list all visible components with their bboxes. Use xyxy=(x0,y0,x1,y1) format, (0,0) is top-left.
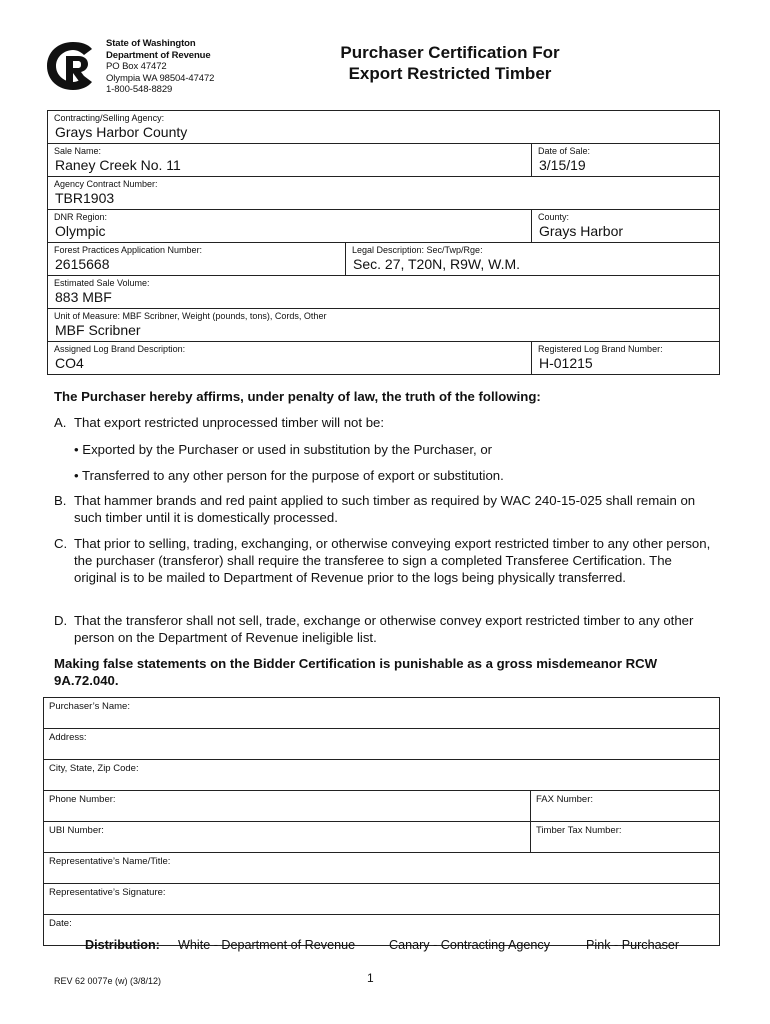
representative-name-label: Representative’s Name/Title: xyxy=(49,856,171,867)
date-of-sale-value: 3/15/19 xyxy=(539,157,586,173)
agency-name: State of Washington xyxy=(106,38,196,49)
timber-tax-number-label: Timber Tax Number: xyxy=(536,825,622,836)
form-title-line1: Purchaser Certification For xyxy=(340,43,560,62)
legal-description-field[interactable] xyxy=(346,243,720,276)
fpa-number-field[interactable] xyxy=(48,243,346,276)
representative-signature-field[interactable] xyxy=(44,884,720,915)
dnr-region-field[interactable] xyxy=(48,210,532,243)
estimated-volume-field[interactable] xyxy=(48,276,720,309)
log-brand-description-value: CO4 xyxy=(55,355,84,371)
agency-address xyxy=(106,38,214,96)
representative-name-field[interactable] xyxy=(44,853,720,884)
clause-b xyxy=(54,492,734,528)
agency-pobox: PO Box 47472 xyxy=(106,61,167,72)
page-number: 1 xyxy=(367,971,374,985)
false-statement-warning: Making false statements on the Bidder Certification is punishable as a gross misdemeanor RCW 9A.72.040. xyxy=(54,656,658,688)
affirmation-heading: The Purchaser hereby affirms, under penalty of law, the truth of the following: xyxy=(54,389,541,404)
agency-department: Department of Revenue xyxy=(106,49,211,61)
date-label: Date: xyxy=(49,918,72,929)
registered-log-brand-label: Registered Log Brand Number: xyxy=(538,344,663,354)
sale-name-label: Sale Name: xyxy=(54,146,102,156)
date-of-sale-field[interactable] xyxy=(532,144,720,177)
address-label: Address: xyxy=(49,732,87,743)
clause-a-letter: A. xyxy=(54,415,67,430)
fax-number-label: FAX Number: xyxy=(536,794,594,805)
clause-c xyxy=(54,535,734,605)
clause-a-bullet-2: • Transferred to any other person for the purpose of export or substitution. xyxy=(74,468,504,483)
clause-d-letter: D. xyxy=(54,613,68,628)
form-title xyxy=(290,42,610,84)
representative-signature-label: Representative’s Signature: xyxy=(49,887,166,898)
sale-info-table xyxy=(47,110,720,375)
purchaser-info-table xyxy=(43,697,720,946)
clause-b-text: That hammer brands and red paint applied to such timber as required by WAC 240-15-025 shall remain on such timber until it is domestically processed. xyxy=(74,493,696,525)
legal-description-value: Sec. 27, T20N, R9W, W.M. xyxy=(353,256,521,272)
purchaser-name-field[interactable] xyxy=(44,698,720,729)
county-field[interactable] xyxy=(532,210,720,243)
distribution-white: White - Department of Revenue xyxy=(178,938,356,952)
contracting-agency-label: Contracting/Selling Agency: xyxy=(54,113,165,123)
clause-d-text: That the transferor shall not sell, trade, exchange or otherwise convey export restricted timber to any other person on the Department of Revenue ineligible list. xyxy=(74,613,694,645)
city-state-zip-field[interactable] xyxy=(44,760,720,791)
legal-description-label: Legal Description: Sec/Twp/Rge: xyxy=(352,245,483,255)
clause-a xyxy=(54,414,734,431)
distribution-canary: Canary - Contracting Agency xyxy=(389,938,551,952)
dnr-region-label: DNR Region: xyxy=(54,212,108,222)
clause-b-letter: B. xyxy=(54,493,67,508)
contract-number-field[interactable] xyxy=(48,177,720,210)
fpa-number-value: 2615668 xyxy=(55,256,110,272)
unit-of-measure-value: MBF Scribner xyxy=(55,322,141,338)
fpa-number-label: Forest Practices Application Number: xyxy=(54,245,203,255)
clause-c-letter: C. xyxy=(54,536,68,551)
clause-c-text: That prior to selling, trading, exchanging, or otherwise conveying export restricted timber to any other person, the purchaser (transferor) shall require the transferee to sign a completed Transferee Certification. The original is to be mailed to Department of Revenue prior to the logs being physically transferred. xyxy=(74,536,711,585)
registered-log-brand-field[interactable] xyxy=(532,342,720,375)
county-label: County: xyxy=(538,212,570,222)
estimated-volume-value: 883 MBF xyxy=(55,289,112,305)
form-number: REV 62 0077e (w) (3/8/12) xyxy=(54,976,162,986)
sale-name-field[interactable] xyxy=(48,144,532,177)
contract-number-value: TBR1903 xyxy=(55,190,115,206)
distribution-pink: Pink - Purchaser xyxy=(586,938,680,952)
timber-tax-number-field[interactable] xyxy=(531,822,720,853)
ubi-number-label: UBI Number: xyxy=(49,825,104,836)
address-field[interactable] xyxy=(44,729,720,760)
clause-a-text: That export restricted unprocessed timber will not be: xyxy=(74,415,385,430)
contracting-agency-value: Grays Harbor County xyxy=(55,124,188,140)
ubi-number-field[interactable] xyxy=(44,822,531,853)
agency-phone: 1-800-548-8829 xyxy=(106,84,173,95)
unit-of-measure-label: Unit of Measure: MBF Scribner, Weight (pounds, tons), Cords, Other xyxy=(54,311,327,321)
phone-number-field[interactable] xyxy=(44,791,531,822)
dor-logo-icon xyxy=(44,40,102,92)
clause-d xyxy=(54,612,734,648)
phone-number-label: Phone Number: xyxy=(49,794,116,805)
form-title-line2: Export Restricted Timber xyxy=(348,64,552,83)
fax-number-field[interactable] xyxy=(531,791,720,822)
city-state-zip-label: City, State, Zip Code: xyxy=(49,763,139,774)
county-value: Grays Harbor xyxy=(539,223,624,239)
clause-a-bullet-1: • Exported by the Purchaser or used in substitution by the Purchaser, or xyxy=(74,442,493,457)
dnr-region-value: Olympic xyxy=(55,223,106,239)
log-brand-description-label: Assigned Log Brand Description: xyxy=(54,344,186,354)
sale-name-value: Raney Creek No. 11 xyxy=(55,157,181,173)
contract-number-label: Agency Contract Number: xyxy=(54,179,158,189)
purchaser-name-label: Purchaser’s Name: xyxy=(49,701,130,712)
log-brand-description-field[interactable] xyxy=(48,342,532,375)
agency-city: Olympia WA 98504-47472 xyxy=(106,72,215,84)
date-of-sale-label: Date of Sale: xyxy=(538,146,591,156)
registered-log-brand-value: H-01215 xyxy=(539,355,593,371)
estimated-volume-label: Estimated Sale Volume: xyxy=(54,278,150,288)
unit-of-measure-field[interactable] xyxy=(48,309,720,342)
contracting-agency-field[interactable] xyxy=(48,111,720,144)
distribution-label: Distribution: xyxy=(85,938,160,952)
